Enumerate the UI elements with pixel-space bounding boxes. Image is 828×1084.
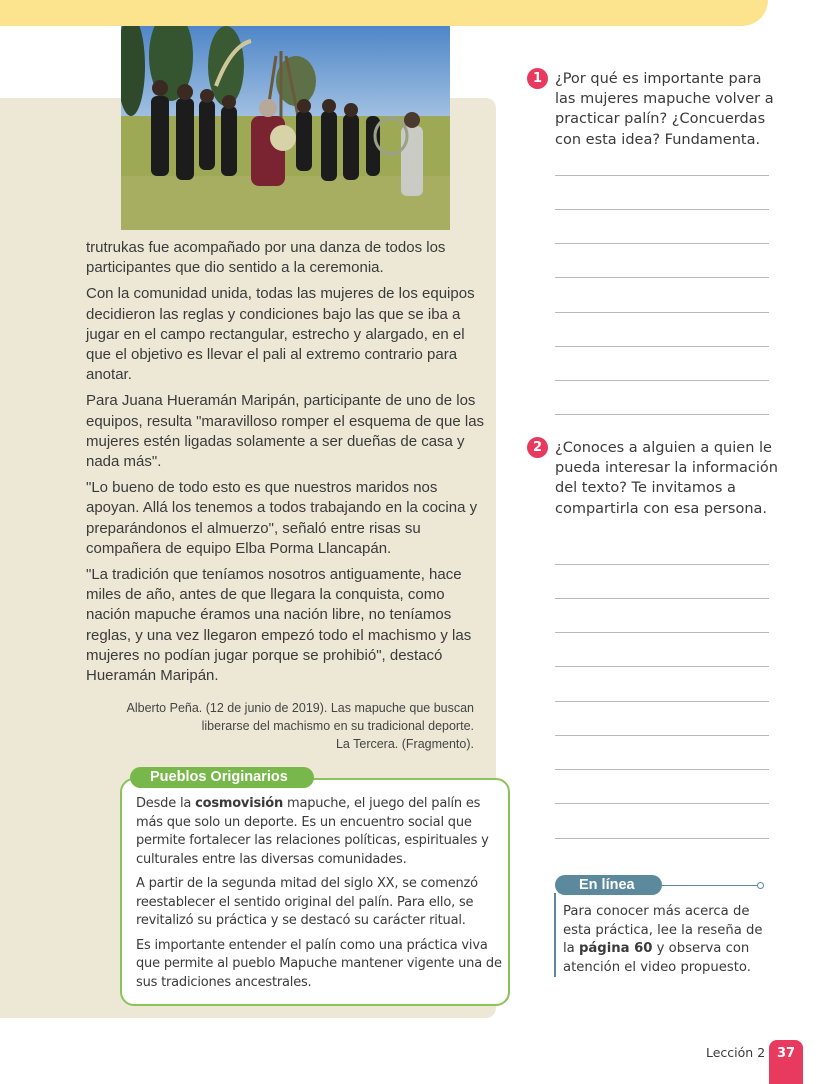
answer-line[interactable] [555, 769, 769, 770]
answer-line[interactable] [555, 598, 769, 599]
divider [554, 893, 556, 977]
answer-line[interactable] [555, 414, 769, 415]
article-paragraph: "La tradición que teníamos nosotros antiguamente, hace miles de año, antes de que llegara la conquista, como nación mapuche éramos una nación libre, no teníamos reglas, y una vez llegaron empezó todo el machismo y las mujeres no podían jugar porque se prohibió", destacó Hueramán Maripán. [86, 566, 472, 685]
en-linea-tag: En línea [555, 875, 662, 895]
answer-line[interactable] [555, 838, 769, 839]
article-paragraph: "Lo bueno de todo esto es que nuestros maridos nos apoyan. Allá los tenemos a todos trabajando en la cocina y preparándonos el almuerzo", señaló entre risas su compañera de equipo Elba Porma Llancapán. [86, 479, 478, 557]
question-number-badge: 1 [527, 68, 548, 89]
pueblos-paragraph: Es importante entender el palín como una práctica viva que permite al pueblo Mapuche mantener vigente una de sus tradiciones ancestrales. [136, 937, 502, 990]
question-number-badge: 2 [527, 437, 548, 458]
pueblos-originarios-body [136, 795, 502, 998]
text-span: Desde la [136, 796, 196, 811]
circle-end-icon [757, 882, 764, 889]
article-paragraph: trutrukas fue acompañado por una danza de todos los participantes que dio sentido a la ceremonia. [86, 239, 446, 277]
pueblos-originarios-tag: Pueblos Originarios [130, 767, 314, 788]
page-number-tab: 37 [769, 1040, 803, 1084]
page-reference-link[interactable]: página 60 [578, 941, 653, 957]
article-text [86, 238, 486, 692]
bold-term: cosmovisión [195, 796, 284, 811]
answer-line[interactable] [555, 175, 769, 176]
en-linea-text [563, 903, 773, 977]
text-span: y observa con atención el video propuesto. [563, 941, 751, 975]
top-decorative-band [0, 0, 768, 26]
article-citation [90, 699, 474, 753]
pueblos-paragraph: A partir de la segunda mitad del siglo XX, se comenzó reestablecer el sentido original del palín. Para ello, se revitalizó su práctica y se destacó su carácter ritual. [136, 876, 478, 928]
answer-line[interactable] [555, 701, 769, 702]
citation-line: Alberto Peña. (12 de junio de 2019). Las mapuche que buscan [126, 701, 474, 715]
answer-line[interactable] [555, 735, 769, 736]
divider [662, 885, 758, 886]
answer-line[interactable] [555, 346, 769, 347]
lesson-label: Lección 2 [706, 1045, 766, 1060]
pueblos-paragraph [136, 795, 502, 869]
answer-line[interactable] [555, 564, 769, 565]
text-span: Para conocer más acerca de esta práctica, lee la reseña de la [563, 904, 763, 957]
article-paragraph: Con la comunidad unida, todas las mujeres de los equipos decidieron las reglas y condiciones bajo las que se iba a jugar en el campo rectangular, estrecho y alargado, en el que el objetivo es llevar el pali al extremo contrario para anotar. [86, 285, 475, 384]
answer-line[interactable] [555, 803, 769, 804]
question-text: ¿Conoces a alguien a quien le pueda interesar la información del texto? Te invitamos a compartirla con esa persona. [555, 440, 778, 517]
answer-line[interactable] [555, 666, 769, 667]
answer-line[interactable] [555, 380, 769, 381]
answer-line[interactable] [555, 243, 769, 244]
palin-photo [121, 26, 450, 230]
text-span: mapuche, el juego del palín es más que solo un deporte. Es un encuentro social que permite fortalecer las relaciones políticas, espirituales y culturales entre las diversas comunidades. [136, 796, 489, 867]
answer-line[interactable] [555, 312, 769, 313]
article-paragraph: Para Juana Hueramán Maripán, participante de uno de los equipos, resulta "maravilloso romper el esquema de que las mujeres estén ligadas solamente a ser dueñas de casa y nada más". [86, 392, 485, 471]
answer-line[interactable] [555, 277, 769, 278]
question-text: ¿Por qué es importante para las mujeres mapuche volver a practicar palín? ¿Concuerdas con esta idea? Fundamenta. [555, 71, 774, 148]
citation-line: La Tercera. (Fragmento). [335, 737, 474, 751]
answer-line[interactable] [555, 632, 769, 633]
citation-line: liberarse del machismo en su tradicional deporte. [201, 719, 474, 733]
answer-line[interactable] [555, 209, 769, 210]
